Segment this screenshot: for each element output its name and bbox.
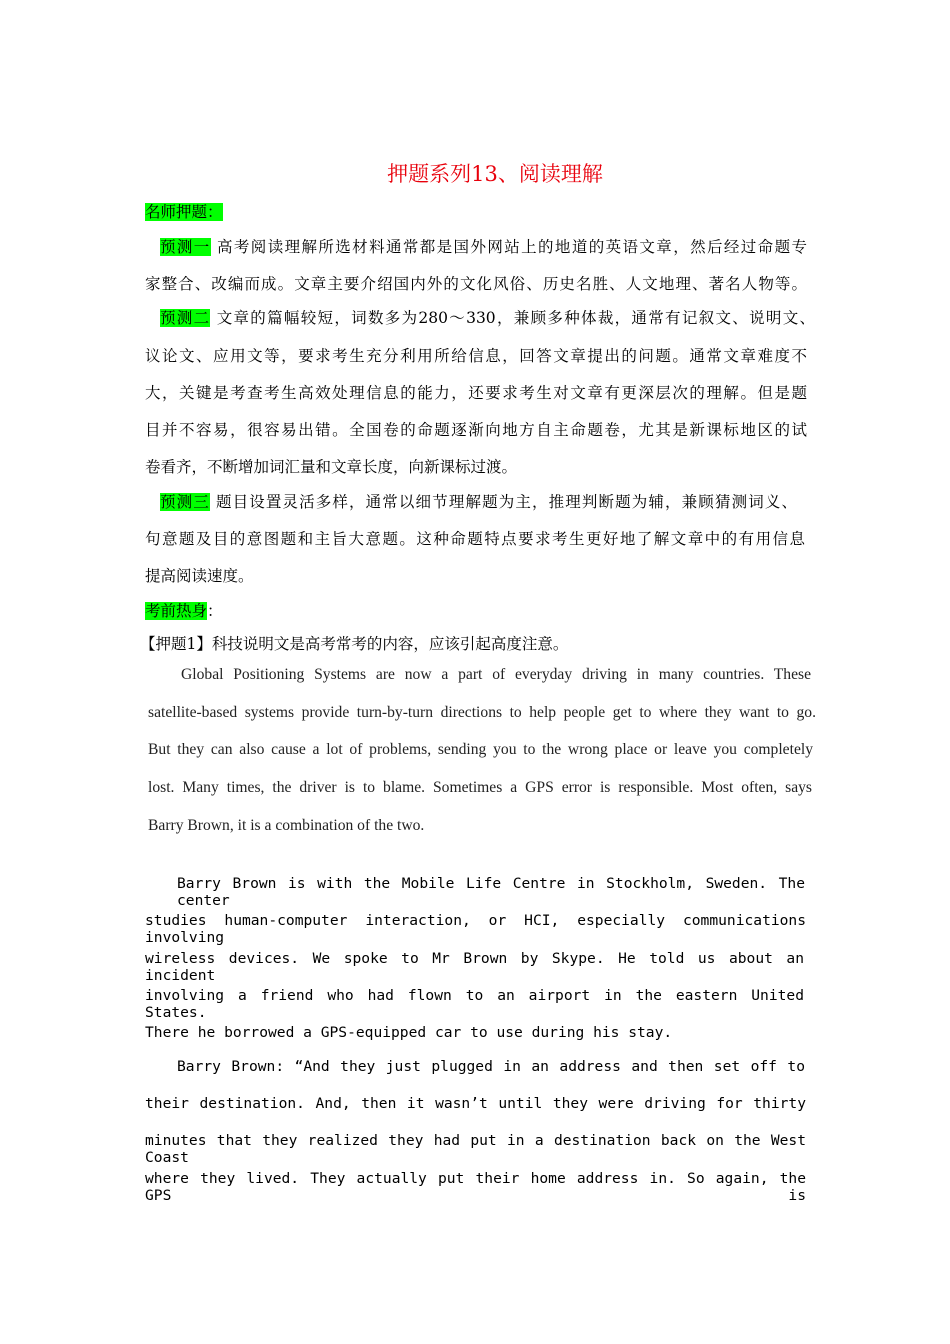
page-title: 押题系列13、阅读理解 (387, 162, 603, 186)
prediction-2-line-3: 大，关键是考查考生高效处理信息的能力，还要求考生对文章有更深层次的理解。但是题 (145, 384, 807, 402)
passage-p1-line-3: But they can also cause a lot of problems, sending you to the wrong place or leave you completely (148, 741, 813, 758)
prediction-1-line-2: 家整合、改编而成。文章主要介绍国内外的文化风俗、历史名胜、人文地理、著名人物等。 (145, 275, 807, 293)
section-heading-warmup: 考前热身： (145, 602, 223, 620)
prediction-3-label: 预测三 (160, 493, 210, 511)
passage-p1-line-4: lost. Many times, the driver is to blame. Sometimes a GPS error is responsible. Most often, says (148, 779, 812, 796)
passage-p3-line-3: minutes that they realized they had put in a destination back on the West Coast (145, 1132, 806, 1166)
highlight-label: 名师押题： (145, 203, 223, 221)
passage-p2-line-1: Barry Brown is with the Mobile Life Centre in Stockholm, Sweden. The center (177, 875, 805, 909)
highlight-label: 考前热身 (145, 602, 208, 620)
passage-p2-line-4: involving a friend who had flown to an airport in the eastern United States. (145, 987, 804, 1021)
passage-p3-line-2: their destination. And, then it wasn’t until they were driving for thirty (145, 1095, 806, 1112)
prediction-1-line-1: 预测一 高考阅读理解所选材料通常都是国外网站上的地道的英语文章，然后经过命题专 (160, 238, 807, 256)
passage-p1-line-5: Barry Brown, it is a combination of the two. (148, 817, 425, 834)
passage-p2-line-2: studies human-computer interaction, or HCI, especially communications involving (145, 912, 806, 946)
question-prompt: 【押题1】科技说明文是高考常考的内容，应该引起高度注意。 (140, 635, 569, 653)
passage-p3-line-4: where they lived. They actually put their home address in. So again, the GPS is (145, 1170, 806, 1204)
prediction-2-line-2: 议论文、应用文等，要求考生充分利用所给信息，回答文章提出的问题。通常文章难度不 (145, 347, 807, 365)
prediction-3-line-3: 提高阅读速度。 (145, 567, 254, 585)
prediction-3-line-1: 预测三 题目设置灵活多样，通常以细节理解题为主，推理判断题为辅，兼顾猜测词义、 (160, 493, 797, 511)
prediction-2-line-5: 卷看齐，不断增加词汇量和文章长度，向新课标过渡。 (145, 458, 518, 476)
prediction-2-line-4: 目并不容易，很容易出错。全国卷的命题逐渐向地方自主命题卷，尤其是新课标地区的试 (145, 421, 807, 439)
passage-p1-line-1: Global Positioning Systems are now a part of everyday driving in many countries. These (181, 666, 811, 683)
prediction-2-line-1: 预测二 文章的篇幅较短，词数多为280～330，兼顾多种体裁，通常有记叙文、说明文、 (160, 309, 816, 327)
passage-p3-line-1: Barry Brown: “And they just plugged in an address and then set off to (177, 1058, 805, 1075)
passage-p2-line-5: There he borrowed a GPS-equipped car to use during his stay. (145, 1024, 673, 1041)
prediction-3-line-2: 句意题及目的意图题和主旨大意题。这种命题特点要求考生更好地了解文章中的有用信息 (145, 530, 805, 548)
prediction-2-label: 预测二 (160, 309, 211, 327)
section-heading-famous (145, 200, 223, 222)
prediction-1-label: 预测一 (160, 238, 211, 256)
passage-p2-line-3: wireless devices. We spoke to Mr Brown by Skype. He told us about an incident (145, 950, 804, 984)
passage-p1-line-2: satellite-based systems provide turn-by-turn directions to help people get to where they want to go. (148, 704, 816, 721)
